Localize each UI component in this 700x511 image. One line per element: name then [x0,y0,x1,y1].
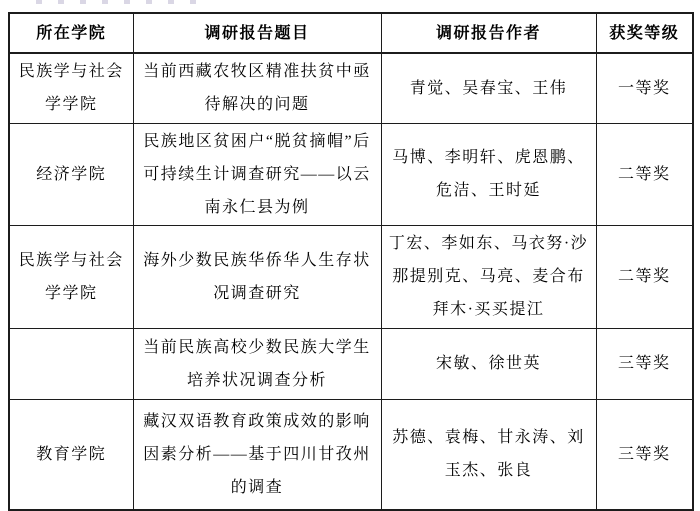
column-header-authors: 调研报告作者 [381,13,596,53]
title-cell: 当前民族高校少数民族大学生培养状况调查分析 [133,328,381,399]
award-cell: 三等奖 [596,328,693,399]
table-row [9,225,693,328]
award-cell: 三等奖 [596,399,693,510]
column-header-college: 所在学院 [9,13,133,53]
research-awards-table [8,12,694,511]
table-row [9,123,693,225]
award-cell: 二等奖 [596,123,693,225]
college-cell [9,328,133,399]
college-cell: 经济学院 [9,123,133,225]
cut-off-text-fragment [36,0,196,4]
authors-cell: 丁宏、李如东、马衣努·沙那提别克、马亮、麦合布拜木·买买提江 [381,225,596,328]
title-cell: 藏汉双语教育政策成效的影响因素分析——基于四川甘孜州的调查 [133,399,381,510]
authors-cell: 苏德、袁梅、甘永涛、刘玉杰、张良 [381,399,596,510]
table-row [9,328,693,399]
column-header-title: 调研报告题目 [133,13,381,53]
column-header-award: 获奖等级 [596,13,693,53]
authors-cell: 宋敏、徐世英 [381,328,596,399]
table-row [9,399,693,510]
college-cell: 教育学院 [9,399,133,510]
title-cell: 民族地区贫困户“脱贫摘帽”后可持续生计调查研究——以云南永仁县为例 [133,123,381,225]
table-row [9,53,693,123]
header-row [9,13,693,53]
award-cell: 二等奖 [596,225,693,328]
title-cell: 当前西藏农牧区精准扶贫中亟待解决的问题 [133,53,381,123]
college-cell: 民族学与社会学学院 [9,53,133,123]
authors-cell: 马博、李明轩、虎恩鹏、危洁、王时延 [381,123,596,225]
award-cell: 一等奖 [596,53,693,123]
authors-cell: 青觉、吴春宝、王伟 [381,53,596,123]
college-cell: 民族学与社会学学院 [9,225,133,328]
title-cell: 海外少数民族华侨华人生存状况调查研究 [133,225,381,328]
